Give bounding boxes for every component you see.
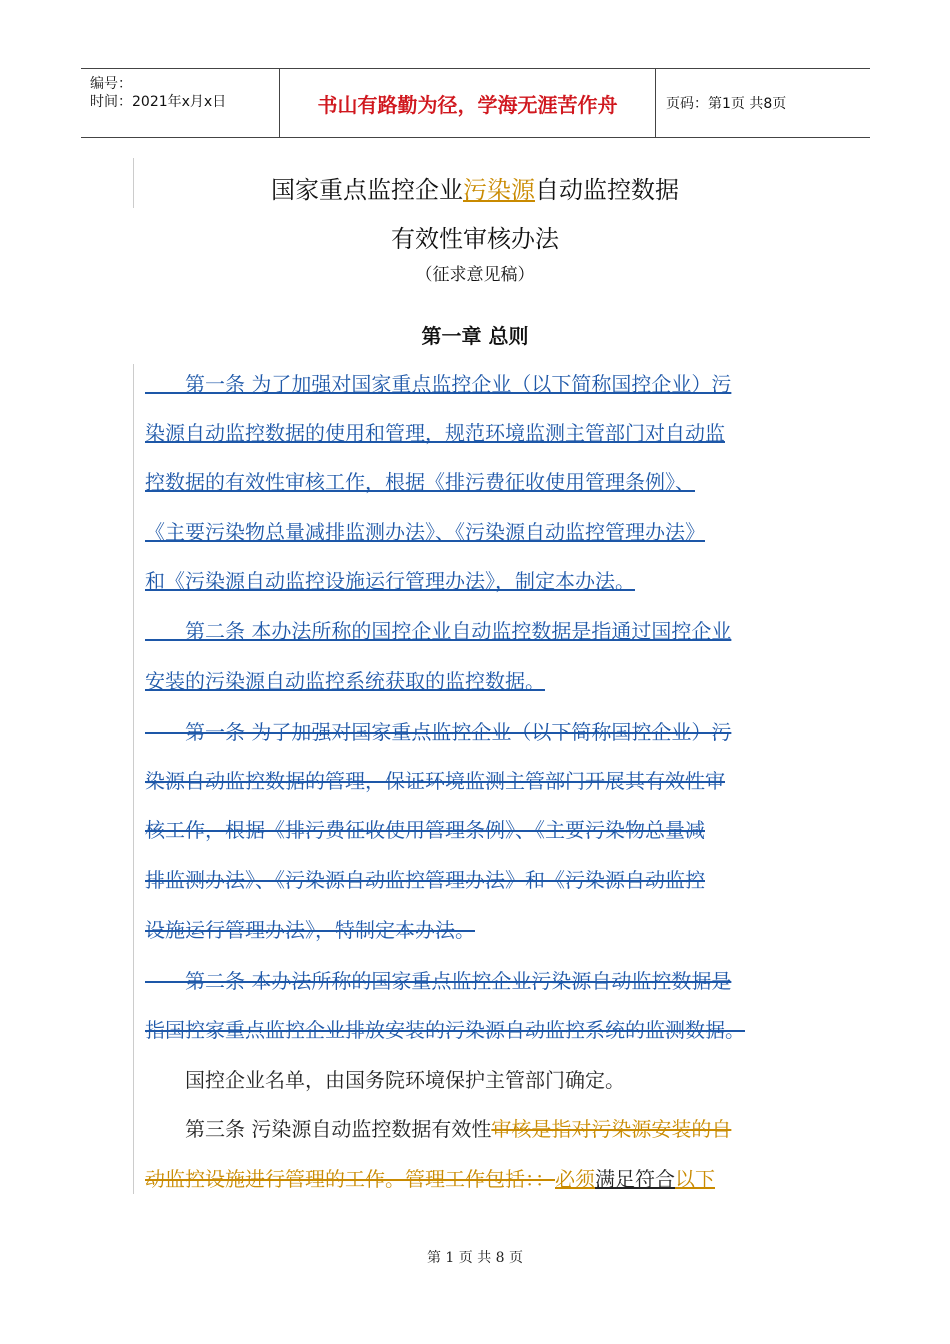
chapter-heading: 第一章 总则	[421, 324, 529, 348]
deleted-text: 动监控设施进行管理的工作。管理工作包括：：	[145, 1167, 555, 1191]
body-line	[145, 1115, 805, 1143]
header-table	[81, 68, 870, 138]
inserted-line: 控数据的有效性审核工作，根据《排污费征收使用管理条例》、	[145, 470, 695, 494]
inserted-line: 第一条 为了加强对国家重点监控企业（以下简称国控企业）污	[145, 372, 732, 396]
number-label: 编号：	[90, 76, 132, 92]
deleted-line: 染源自动监控数据的管理，保证环境监测主管部门开展其有效性审	[145, 769, 725, 793]
header-meta-cell	[81, 69, 280, 137]
inserted-text: 必须	[555, 1167, 595, 1191]
inserted-line: 和《污染源自动监控设施运行管理办法》，制定本办法。	[145, 569, 635, 593]
deleted-line: 核工作，根据《排污费征收使用管理条例》、《主要污染物总量减	[145, 818, 705, 842]
body-line: 国控企业名单，由国务院环境保护主管部门确定。	[145, 1068, 625, 1092]
page-title-line2: 有效性审核办法	[391, 225, 559, 253]
title-part: 自动监控数据	[535, 176, 679, 204]
body-line	[145, 1165, 805, 1193]
body-text: 第三条 污染源自动监控数据有效性	[145, 1117, 492, 1141]
title-part: 国家重点监控企业	[271, 176, 463, 204]
inserted-line: 安装的污染源自动监控系统获取的监控数据。	[145, 669, 545, 693]
deleted-line: 指国控家重点监控企业排放安装的污染源自动监控系统的监测数据。	[145, 1018, 745, 1042]
deleted-line: 排监测办法》、《污染源自动监控管理办法》和《污染源自动监控	[145, 868, 705, 892]
margin-bar	[133, 364, 134, 1194]
inserted-text: 以下	[675, 1167, 715, 1191]
page-subtitle: （征求意见稿）	[415, 265, 535, 285]
inserted-line: 《主要污染物总量减排监测办法》、《污染源自动监控管理办法》	[145, 520, 705, 544]
motto: 书山有路勤为径，学海无涯苦作舟	[280, 69, 656, 137]
title-inserted-text: 污染源	[463, 176, 535, 204]
deleted-text: 审核是指对污染源安装的自	[491, 1117, 732, 1141]
inserted-text: 满足符合	[595, 1167, 675, 1191]
time-label: 时间：2021年x月x日	[90, 94, 227, 110]
deleted-line: 设施运行管理办法》，特制定本办法。	[145, 918, 475, 942]
inserted-line: 第二条 本办法所称的国控企业自动监控数据是指通过国控企业	[145, 619, 732, 643]
page-title	[0, 170, 950, 205]
deleted-line: 第一条 为了加强对国家重点监控企业（以下简称国控企业）污	[145, 720, 732, 744]
page-info: 页码：第1页 共8页	[666, 96, 787, 112]
inserted-line: 染源自动监控数据的使用和管理，规范环境监测主管部门对自动监	[145, 421, 725, 445]
deleted-line: 第二条 本办法所称的国家重点监控企业污染源自动监控数据是	[145, 969, 732, 993]
page-footer: 第 1 页 共 8 页	[426, 1250, 524, 1266]
